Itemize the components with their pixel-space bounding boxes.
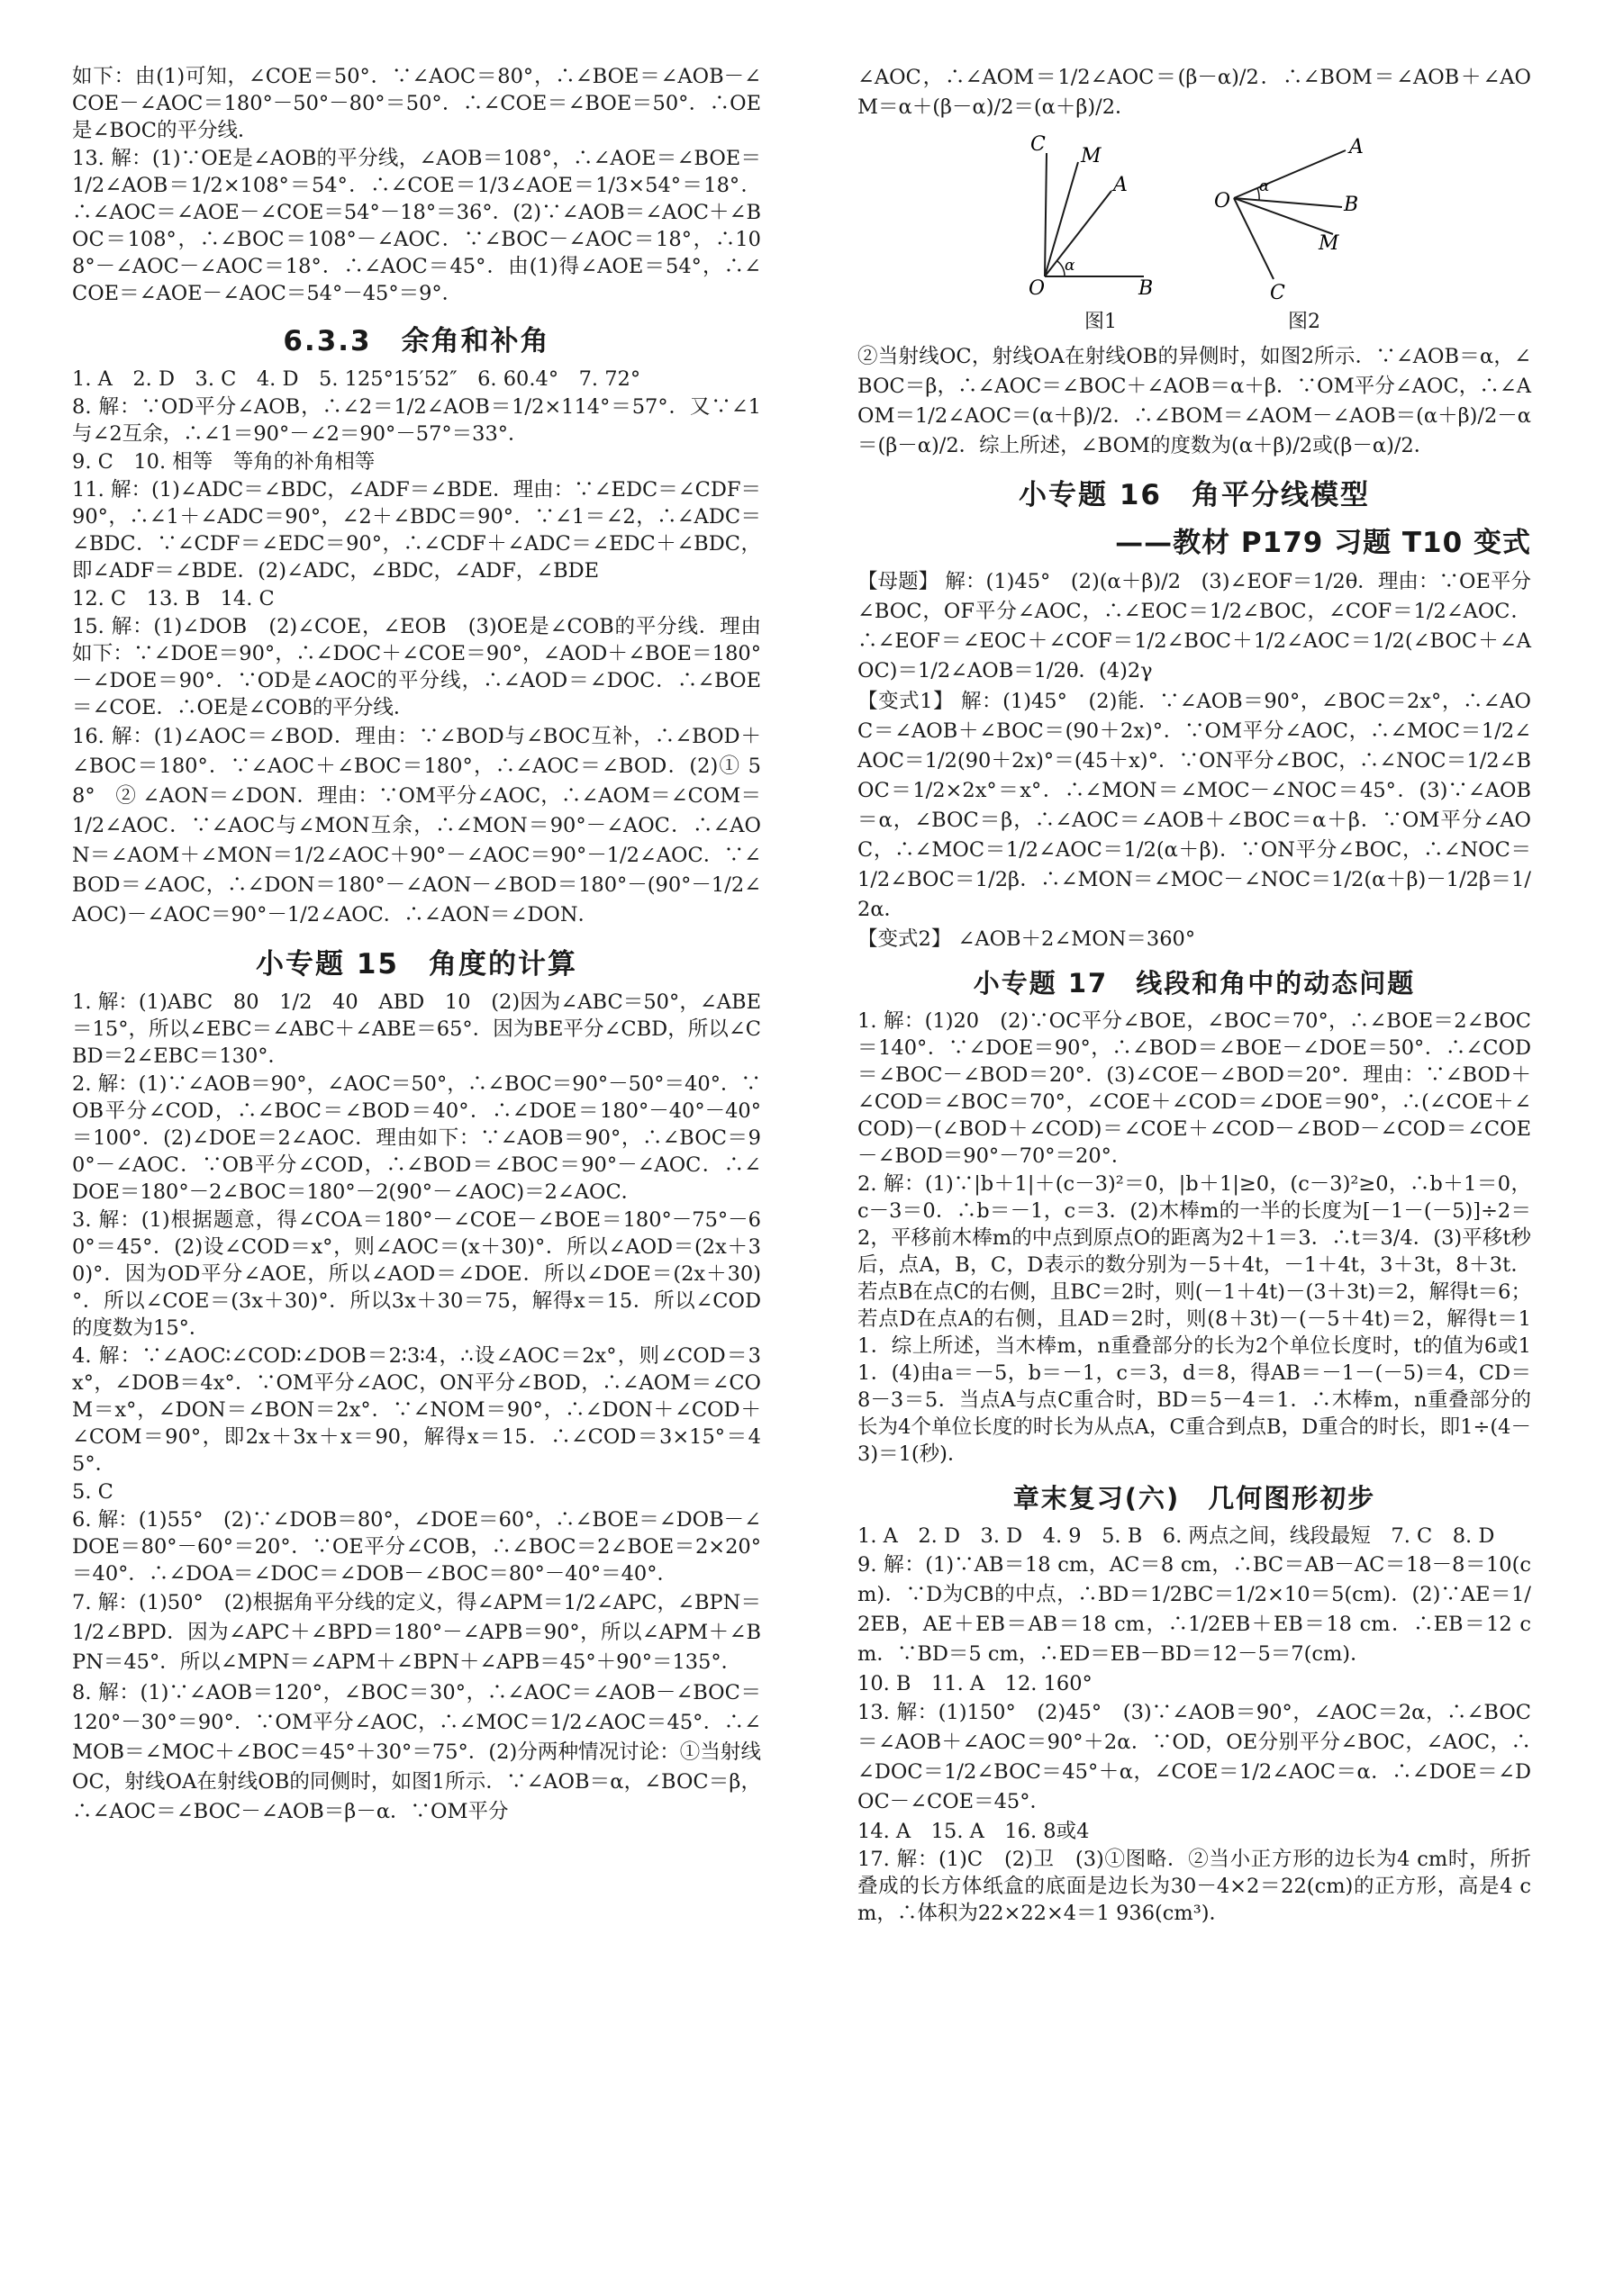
paragraph: 12. C 13. B 14. C — [72, 587, 275, 610]
paragraph: 9. C 10. 相等 等角的补角相等 — [72, 450, 376, 474]
paragraph: 9. 解：(1)∵AB＝18 cm，AC＝8 cm，∴BC＝AB－AC＝18－8＝10(cm)．∵D为CB的中点，∴BD＝1/2BC＝1/2×10＝5(cm)．(2)∵AE＝1/2EB，AE＋EB＝AB＝18 cm，∴1/2EB＋EB＝18 cm．∴EB＝12 cm．∵BD＝5 cm，∴ED＝EB－BD＝12－5＝7(cm)． — [857, 1553, 1531, 1666]
section-heading: 章末复习(六) 几何图形初步 — [1012, 1483, 1376, 1514]
label-alpha: α — [1259, 177, 1270, 195]
label-o: O — [1029, 277, 1046, 300]
label-o: O — [1214, 190, 1231, 212]
label-b: B — [1138, 277, 1154, 300]
paragraph: ∠AOC，∴∠AOM＝1/2∠AOC＝(β－α)/2．∴∠BOM＝∠AOB＋∠AOM＝α＋(β－α)/2＝(α＋β)/2． — [857, 66, 1531, 119]
paragraph: 1. 解：(1)ABC 80 1/2 40 ABD 10 (2)因为∠ABC＝50°，∠ABE＝15°，所以∠EBC＝∠ABC＋∠ABE＝65°．因为BE平分∠CBD，所以∠CBD＝2∠EBC＝130°． — [72, 990, 761, 1068]
figure-2-caption: 图2 — [1288, 311, 1320, 333]
label-b: B — [1344, 194, 1359, 216]
paragraph: 4. 解：∵∠AOC∶∠COD∶∠DOB＝2∶3∶4，∴设∠AOC＝2x°，则∠COD＝3x°，∠DOB＝4x°．∵OM平分∠AOC，ON平分∠BOD，∴∠AOM＝∠COM＝x°，∠DON＝∠BON＝2x°．∵∠NOM＝90°，∴∠DON＋∠COD＋∠COM＝90°，即2x＋3x＋x＝90，解得x＝15．∴∠COD＝3×15°＝45°． — [72, 1344, 761, 1476]
paragraph: 13. 解：(1)150° (2)45° (3)∵∠AOB＝90°，∠AOC＝2α，∴∠BOC＝∠AOB＋∠AOC＝90°＋2α．∵OD，OE分别平分∠BOC，∠AOC，∴∠DOC＝1/2∠BOC＝45°＋α，∠COE＝1/2∠AOC＝α．∴∠DOE＝∠DOC－∠COE＝45°． — [857, 1701, 1531, 1813]
section-subheading: ——教材 P179 习题 T10 变式 — [1115, 527, 1531, 559]
paragraph: 2. 解：(1)∵∠AOB＝90°，∠AOC＝50°，∴∠BOC＝90°－50°＝40°．∵OB平分∠COD，∴∠BOC＝∠BOD＝40°．∴∠DOE＝180°－40°－40°＝100°．(2)∠DOE＝2∠AOC．理由如下：∵∠AOB＝90°，∴∠BOC＝90°－∠AOC．∵OB平分∠COD，∴∠BOD＝∠BOC＝90°－∠AOC．∴∠DOE＝180°－2∠BOC＝180°－2(90°－∠AOC)＝2∠AOC． — [72, 1072, 761, 1204]
paragraph: 【母题】 解：(1)45° (2)(α＋β)/2 (3)∠EOF＝1/2θ．理由：∵OE平分∠BOC，OF平分∠AOC，∴∠EOC＝1/2∠BOC，∠COF＝1/2∠AOC．∴∠EOF＝∠EOC＋∠COF＝1/2∠BOC＋1/2∠AOC＝1/2(∠BOC＋∠AOC)＝1/2∠AOB＝1/2θ．(4)2γ — [857, 570, 1531, 682]
paragraph: 【变式2】 ∠AOB＋2∠MON＝360° — [857, 927, 1196, 951]
label-m: M — [1319, 232, 1339, 255]
ray-oc — [1045, 153, 1047, 276]
label-a: A — [1113, 174, 1128, 196]
label-c: C — [1270, 282, 1285, 304]
left-column — [72, 63, 761, 1828]
paragraph: ②当射线OC，射线OA在射线OB的异侧时，如图2所示．∵∠AOB＝α，∠BOC＝β，∴∠AOC＝∠BOC＋∠AOB＝α＋β．∵OM平分∠AOC，∴∠AOM＝1/2∠AOC＝(α＋β)/2．∴∠BOM＝∠AOM－∠AOB＝(α＋β)/2－α＝(β－α)/2．综上所述，∠BOM的度数为(α＋β)/2或(β－α)/2． — [857, 345, 1531, 457]
ray-oa — [1234, 150, 1346, 198]
paragraph: 1. A 2. D 3. C 4. D 5. 125°15′52″ 6. 60.4° 7. 72° — [72, 367, 641, 391]
paragraph: 6. 解：(1)55° (2)∵∠DOB＝80°，∠DOE＝60°，∴∠BOE＝∠DOB－∠DOE＝80°－60°＝20°．∵OE平分∠COB，∴∠BOC＝2∠BOE＝2×20°＝40°．∴∠DOA＝∠DOC＝∠DOB－∠BOC＝80°－40°＝40°． — [72, 1508, 761, 1586]
paragraph: 8. 解：(1)∵∠AOB＝120°，∠BOC＝30°，∴∠AOC＝∠AOB－∠BOC＝120°－30°＝90°．∵OM平分∠AOC，∴∠MOC＝1/2∠AOC＝45°．∴∠MOB＝∠MOC＋∠BOC＝45°＋30°＝75°．(2)分两种情况讨论：①当射线OC，射线OA在射线OB的同侧时，如图1所示．∵∠AOB＝α，∠BOC＝β，∴∠AOC＝∠BOC－∠AOB＝β－α．∵OM平分 — [72, 1681, 761, 1823]
paragraph: 15. 解：(1)∠DOB (2)∠COE，∠EOB (3)OE是∠COB的平分线．理由如下：∵∠DOE＝90°，∴∠DOC＋∠COE＝90°，∠AOD＋∠BOE＝180°－∠DOE＝90°．∵OD是∠AOC的平分线，∴∠AOD＝∠DOC．∴∠BOE＝∠COE．∴OE是∠COB的平分线． — [72, 615, 761, 719]
paragraph: 13. 解：(1)∵OE是∠AOB的平分线，∠AOB＝108°，∴∠AOE＝∠BOE＝1/2∠AOB＝1/2×108°＝54°．∴∠COE＝1/3∠AOE＝1/3×54°＝18°．∴∠AOC＝∠AOE－∠COE＝54°－18°＝36°．(2)∵∠AOB＝∠AOC＋∠BOC＝108°，∴∠BOC＝108°－∠AOC．∵∠BOC－∠AOC＝18°，∴108°－∠AOC－∠AOC＝18°．∴∠AOC＝45°．由(1)得∠AOE＝54°，∴∠COE＝∠AOE－∠AOC＝54°－45°＝9°． — [72, 147, 761, 305]
figure-1 — [1029, 133, 1153, 300]
paragraph: 8. 解：∵OD平分∠AOB，∴∠2＝1/2∠AOB＝1/2×114°＝57°．又∵∠1与∠2互余，∴∠1＝90°－∠2＝90°－57°＝33°． — [72, 395, 761, 446]
ray-ob — [1234, 198, 1342, 207]
paragraph: 5. C — [72, 1480, 113, 1504]
label-a: A — [1349, 136, 1364, 158]
paragraph: 【变式1】 解：(1)45° (2)能．∵∠AOB＝90°，∠BOC＝2x°，∴∠AOC＝∠AOB＋∠BOC＝(90＋2x)°．∵OM平分∠AOC，∴∠MOC＝1/2∠AOC＝1/2(90＋2x)°＝(45＋x)°．∵ON平分∠BOC，∴∠NOC＝1/2∠BOC＝1/2×2x°＝x°．∴∠MON＝∠MOC－∠NOC＝45°．(3)∵∠AOB＝α，∠BOC＝β，∴∠AOC＝∠AOB＋∠BOC＝α＋β．∵OM平分∠AOC，∴∠MOC＝1/2∠AOC＝1/2(α＋β)．∵ON平分∠BOC，∴∠NOC＝1/2∠BOC＝1/2β．∴∠MON＝∠MOC－∠NOC＝1/2(α＋β)－1/2β＝1/2α． — [857, 690, 1531, 921]
paragraph: 17. 解：(1)C (2)卫 (3)①图略．②当小正方形的边长为4 cm时，所折叠成的长方体纸盒的底面是边长为30－4×2＝22(cm)的正方形，高是4 cm，∴体积为22×22×4＝1 936(cm³)． — [857, 1848, 1531, 1925]
ray-oa — [1045, 191, 1111, 276]
paragraph: 1. 解：(1)20 (2)∵OC平分∠BOE，∠BOC＝70°，∴∠BOE＝2∠BOC＝140°．∵∠DOE＝90°，∴∠BOD＝∠BOE－∠DOE＝50°．∴∠COD＝∠BOC－∠BOD＝20°．(3)∠COE－∠BOD＝20°．理由：∵∠BOD＋∠COD＝∠BOC＝70°，∠COE＋∠COD＝∠DOE＝90°，∴(∠COE＋∠COD)－(∠BOD＋∠COD)＝∠COE＋∠COD－∠BOD－∠COD＝∠COE－∠BOD＝90°－70°＝20°． — [857, 1009, 1531, 1168]
angle-diagram — [1020, 128, 1443, 308]
paragraph: 7. 解：(1)50° (2)根据角平分线的定义，得∠APM＝1/2∠APC，∠BPN＝1/2∠BPD．因为∠APC＋∠BPD＝180°－∠APB＝90°，所以∠APM＋∠BPN＝45°．所以∠MPN＝∠APM＋∠BPN＋∠APB＝45°＋90°＝135°． — [72, 1591, 761, 1674]
paragraph: 10. B 11. A 12. 160° — [857, 1672, 1093, 1695]
label-alpha: α — [1065, 257, 1075, 275]
right-column — [857, 63, 1531, 1928]
paragraph: 3. 解：(1)根据题意，得∠COA＝180°－∠COE－∠BOE＝180°－75°－60°＝45°．(2)设∠COD＝x°，则∠AOC＝(x＋30)°．所以∠AOD＝(2x＋30)°．因为OD平分∠AOE，所以∠AOD＝∠DOE．所以∠DOE＝(2x＋30)°．所以∠COE＝(3x＋30)°．所以3x＋30＝75，解得x＝15．所以∠COD的度数为15°． — [72, 1208, 761, 1340]
figure-2 — [1214, 136, 1364, 304]
angle-figures — [857, 128, 1531, 335]
paragraph: 16. 解：(1)∠AOC＝∠BOD．理由：∵∠BOD与∠BOC互补，∴∠BOD＋∠BOC＝180°．∵∠AOC＋∠BOC＝180°，∴∠AOC＝∠BOD．(2)① 58° ② ∠AON＝∠DON．理由：∵OM平分∠AOC，∴∠AOM＝∠COM＝1/2∠AOC．∵∠AOC与∠MON互余，∴∠MON＝90°－∠AOC．∴∠AON＝∠AOM＋∠MON＝1/2∠AOC＋90°－∠AOC＝90°－1/2∠AOC．∵∠BOD＝∠AOC，∴∠DON＝180°－∠AON－∠BOD＝180°－(90°－1/2∠AOC)－∠AOC＝90°－1/2∠AOC．∴∠AON＝∠DON． — [72, 725, 761, 927]
section-heading: 6.3.3 余角和补角 — [283, 325, 550, 357]
paragraph: 14. A 15. A 16. 8或4 — [857, 1820, 1090, 1843]
section-heading: 小专题 15 角度的计算 — [256, 948, 577, 981]
section-heading: 小专题 17 线段和角中的动态问题 — [973, 968, 1416, 999]
section-heading: 小专题 16 角平分线模型 — [1019, 479, 1370, 511]
paragraph: 如下：由(1)可知，∠COE＝50°．∵∠AOC＝80°，∴∠BOE＝∠AOB－∠COE－∠AOC＝180°－50°－80°＝50°．∴∠COE＝∠BOE＝50°．∴OE是∠BOC的平分线． — [72, 65, 761, 142]
paragraph: 2. 解：(1)∵|b＋1|＋(c－3)²＝0，|b＋1|≥0，(c－3)²≥0，∴b＋1＝0，c－3＝0．∴b＝－1，c＝3．(2)木棒m的一半的长度为[－1－(－5)]÷2＝2，平移前木棒m的中点到原点O的距离为2＋1＝3．∴t＝3/4．(3)平移t秒后，点A，B，C，D表示的数分别为－5＋4t，－1＋4t，3＋3t，8＋3t．若点B在点C的右侧，且BC＝2时，则(－1＋4t)－(3＋3t)＝2，解得t＝6；若点D在点A的右侧，且AD＝2时，则(8＋3t)－(－5＋4t)＝2，解得t＝11．综上所述，当木棒m，n重叠部分的长为2个单位长度时，t的值为6或11．(4)由a＝－5，b＝－1，c＝3，d＝8，得AB＝－1－(－5)＝4，CD＝8－3＝5．当点A与点C重合时，BD＝5－4＝1．∴木棒m，n重叠部分的长为4个单位长度的时长为从点A，C重合到点B，D重合的时长，即1÷(4－3)＝1(秒)． — [857, 1172, 1531, 1466]
angle-arc — [1057, 261, 1065, 276]
label-c: C — [1030, 133, 1046, 156]
figure-1-caption: 图1 — [1084, 311, 1117, 333]
label-m: M — [1081, 145, 1102, 167]
paragraph: 11. 解：(1)∠ADC＝∠BDC，∠ADF＝∠BDE．理由：∵∠EDC＝∠CDF＝90°，∴∠1＋∠ADC＝90°，∠2＋∠BDC＝90°．∵∠1＝∠2，∴∠ADC＝∠BDC．∵∠CDF＝∠EDC＝90°，∴∠CDF＋∠ADC＝∠EDC＋∠BDC，即∠ADF＝∠BDE．(2)∠ADC，∠BDC，∠ADF，∠BDE — [72, 478, 761, 583]
paragraph: 1. A 2. D 3. D 4. 9 5. B 6. 两点之间，线段最短 7. C 8. D — [857, 1524, 1495, 1548]
